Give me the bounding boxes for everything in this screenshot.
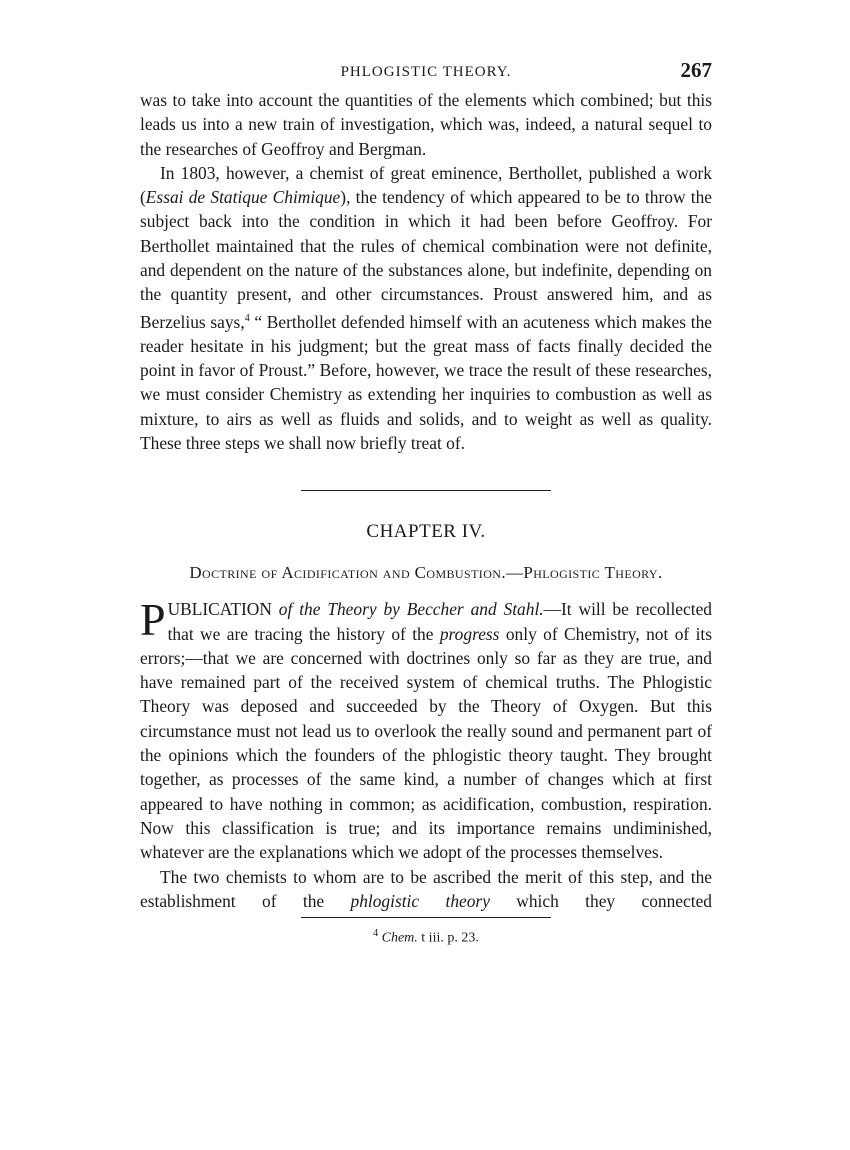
paragraph-text: only of Chemistry, not of its errors;—that we are concerned with doctrines only so far as they are true, and have remained part of the received system of chemical truths. The Phlogistic Theory was deposed and succeeded by the Theory of Oxygen. But this circumstance must not lead us to overlook the really sound and permanent part of the opinions which the founders of the phlogistic theory taught. They brought together, as processes of the same kind, a number of changes which at first appeared to have nothing in common; as acidification, combustion, respiration. Now this classification is true; and its importance remains undiminished, whatever are the explanations which we adopt of the processes themselves. (140, 623, 713, 863)
paragraph-text: —It will be recollected that we are tracing the history of the (167, 599, 712, 644)
drop-cap: P (140, 594, 166, 646)
paragraph-text: ), the tendency of which appeared to be to throw the subject back into the condition in which it had been before Geoffroy. For Berthollet maintained that the rules of chemical combination were not definite, and dependent on the nature of the substances alone, but indefinite, depending on the quantity present, and other circumstances. Proust answered him, and as Berzelius says, (140, 187, 712, 332)
running-title: PHLOGISTIC THEORY. (340, 64, 512, 80)
footnote-mark: 4 (373, 928, 379, 940)
footnote-text: t iii. p. 23. (417, 930, 479, 946)
section-divider (301, 490, 551, 491)
paragraph-text: In 1803, however, a chemist of great eminence, Berthollet, published a work ( (140, 162, 712, 208)
paragraph-berthollet (140, 161, 712, 455)
paragraph-continuation: was to take into account the quantities of the elements which combined; but this leads us into a new train of investigation, which was, indeed, a natural sequel to the researches of Geoffroy and Bergman. (140, 90, 712, 159)
paragraph-text: which they connected (489, 890, 712, 911)
running-head (140, 58, 712, 88)
chapter-heading: CHAPTER IV. (366, 521, 486, 543)
page-number: 267 (680, 58, 712, 82)
chapter-subtitle: Doctrine of Acidification and Combustion.—Phlogistic Theory. (189, 563, 663, 583)
footnote-divider (301, 917, 551, 918)
book-title: Essai de Statique Chimique (145, 187, 341, 208)
paragraph-two-chemists (140, 865, 712, 914)
emphasis-phlogistic-theory: phlogistic theory (350, 890, 490, 911)
emphasis-progress: progress (439, 623, 500, 644)
section-title: of the Theory by Beccher and Stahl. (271, 599, 544, 620)
paragraph-publication (140, 594, 713, 864)
footnote (140, 928, 712, 947)
book-page (140, 58, 712, 947)
paragraph-text: The two chemists to whom are to be ascribed the merit of this step, and the establishment of the (140, 866, 712, 911)
lead-caps: UBLICATION (167, 599, 272, 620)
footnote-source: Chem. (381, 930, 418, 946)
footnote-reference: 4 (244, 312, 250, 324)
paragraph-text: “ Berthollet defended himself with an acuteness which makes the reader hesitate in his judgment; but the great mass of facts finally decided the point in favor of Proust.” Before, however, we trace the result of these researches, we must consider Chemistry as extending her inquiries to combustion as well as mixture, to airs as well as fluids and solids, and to weight as well as quality. These three steps we shall now briefly treat of. (140, 311, 712, 453)
